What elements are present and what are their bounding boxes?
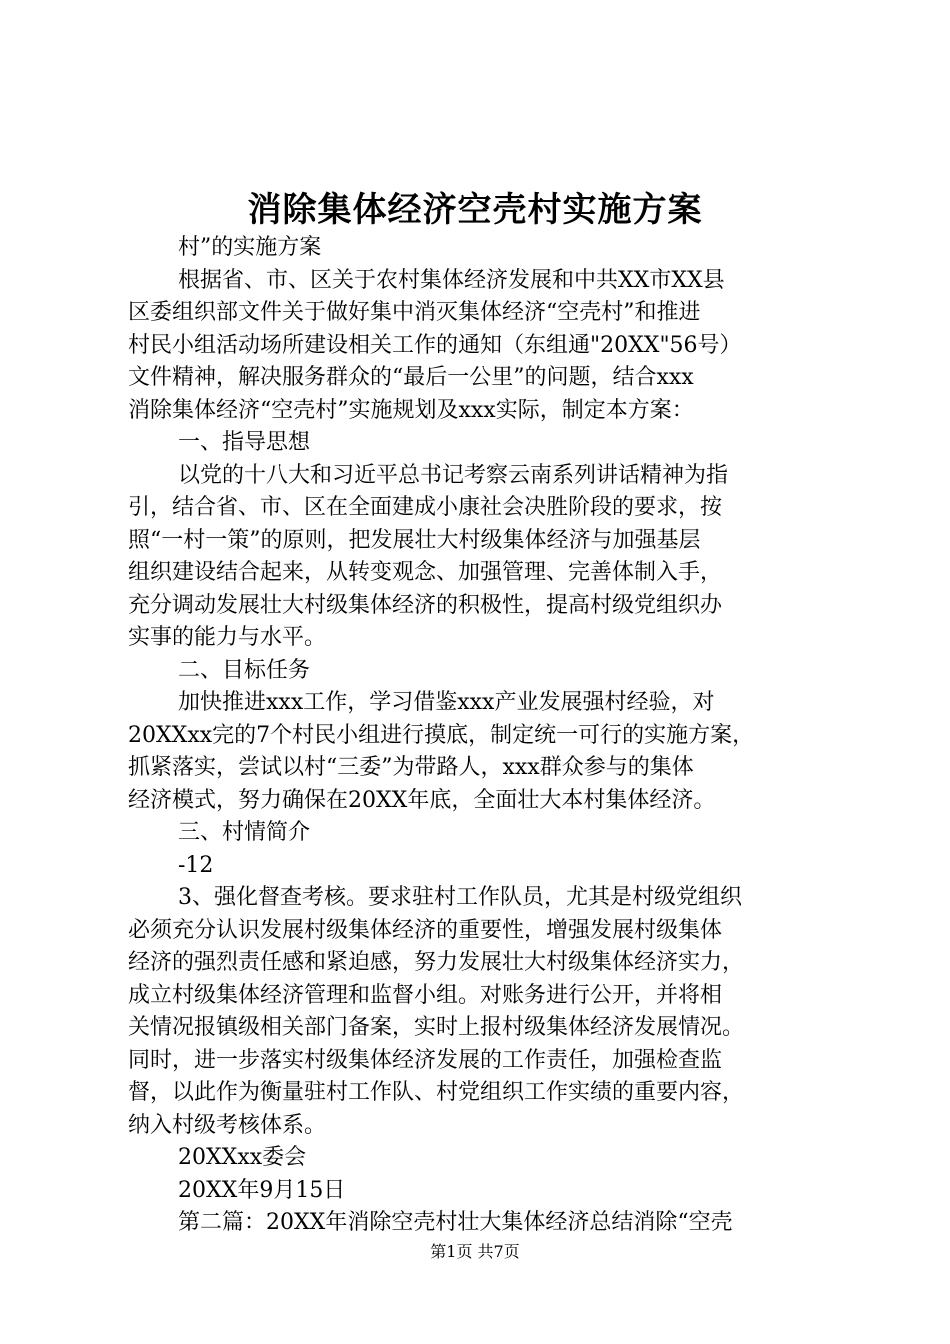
text-line: 实事的能力与水平。 (128, 625, 327, 650)
text-line: 加快推进xxx工作，学习借鉴xxx产业发展强村经验，对 (178, 690, 715, 715)
page-number: 第1页 共7页 (430, 1242, 520, 1261)
section-heading: 一、指导思想 (178, 430, 311, 455)
text-line: 同时，进一步落实村级集体经济发展的工作责任，加强检查监 (128, 1047, 723, 1073)
text-line: 纳入村级考核体系。 (128, 1112, 327, 1138)
text-line: 3、强化督查考核。要求驻村工作队员，尤其是村级党组织 (178, 885, 742, 910)
section-heading: 三、村情简介 (178, 820, 311, 845)
text-line: 充分调动发展壮大村级集体经济的积极性，提高村级党组织办 (128, 592, 723, 618)
text-line: 照“一村一策”的原则，把发展壮大村级集体经济与加强基层 (128, 527, 701, 553)
text-line: 经济模式，努力确保在20XX年底，全面壮大本村集体经济。 (128, 787, 716, 813)
text-line: 经济的强烈责任感和紧迫感，努力发展壮大村级集体经济实力， (128, 950, 745, 975)
text-line: 根据省、市、区关于农村集体经济发展和中共XX市XX县 (178, 267, 725, 293)
text-line: 抓紧落实，尝试以村“三委”为带路人，xxx群众参与的集体 (128, 755, 694, 780)
text-line: -12 (178, 852, 214, 878)
text-line: 区委组织部文件关于做好集中消灭集体经济“空壳村”和推进 (128, 300, 701, 325)
text-line: 督，以此作为衡量驻村工作队、村党组织工作实绩的重要内容， (128, 1080, 745, 1105)
text-line: 文件精神，解决服务群众的“最后一公里”的问题，结合xxx (128, 365, 694, 390)
document-body (128, 232, 830, 1240)
text-line: 村”的实施方案 (178, 235, 322, 260)
text-line: 成立村级集体经济管理和监督小组。对账务进行公开，并将相 (128, 982, 723, 1008)
text-line: 消除集体经济“空壳村”实施规划及xxx实际，制定本方案： (128, 397, 694, 423)
document-title: 消除集体经济空壳村实施方案 (247, 190, 703, 230)
text-line: 以党的十八大和习近平总书记考察云南系列讲话精神为指 (178, 462, 729, 488)
text-line: 关情况报镇级相关部门备案，实时上报村级集体经济发展情况。 (128, 1015, 745, 1040)
signature-org: 20XXxx委会 (178, 1145, 307, 1170)
text-line: 20XXxx完的7个村民小组进行摸底，制定统一可行的实施方案， (128, 722, 755, 748)
text-line: 村民小组活动场所建设相关工作的通知（东组通"20XX"56号） (128, 332, 742, 358)
text-line: 引，结合省、市、区在全面建成小康社会决胜阶段的要求，按 (128, 495, 723, 520)
text-line: 必须充分认识发展村级集体经济的重要性，增强发展村级集体 (128, 917, 723, 943)
signature-date: 20XX年9月15日 (178, 1177, 346, 1203)
text-line: 组织建设结合起来，从转变观念、加强管理、完善体制入手， (128, 560, 723, 585)
section-heading: 二、目标任务 (178, 657, 311, 683)
text-line: 第二篇：20XX年消除空壳村壮大集体经济总结消除“空壳 (178, 1210, 733, 1235)
